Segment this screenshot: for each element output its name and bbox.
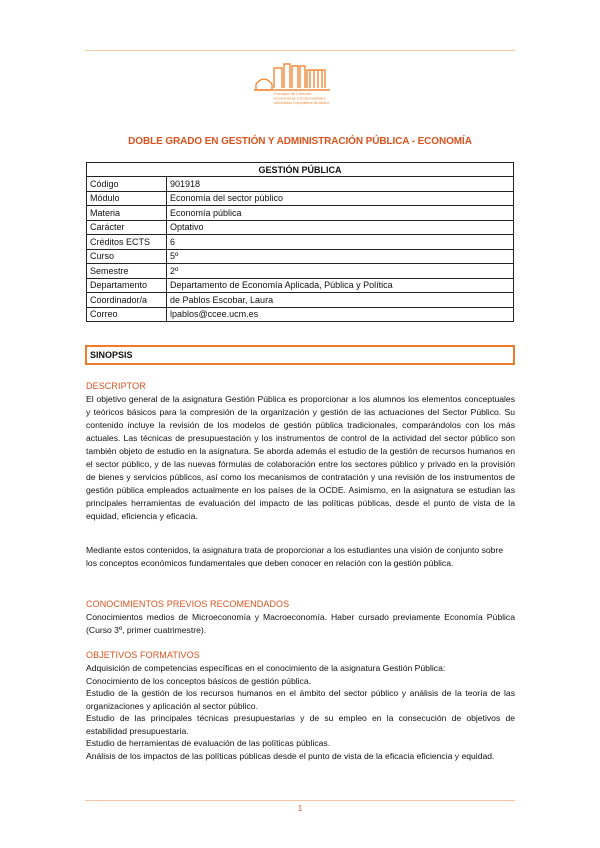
list-item: Estudio de herramientas de evaluación de las políticas públicas.	[86, 738, 331, 748]
objectives-list	[86, 662, 515, 762]
descriptor-paragraph-1: El objetivo general de la asignatura Gestión Pública es proporcionar a los alumnos los elementos conceptuales y teóricos básicos para la compresión de la organización y gestión de las actuaciones del Sector Público. Su contenido incluye la revisión de los modelos de gestión pública tradicionales, comparándolos con los más actuales. Las técnicas de presupuestación y los instrumentos de control de la actividad del sector público son también objeto de estudio en la asignatura. Se aborda además el estudio de la gestión de recursos humanos en el sector público, y de las nuevas fórmulas de colaboración entre los sectores público y privado en la provisión de bienes y servicios públicos, así como los mecanismos de contratación y una revisión de los instrumentos de gestión pública empleados actualmente en los países de la OCDE. Asimismo, en la asignatura se estudian las principales herramientas de evaluación del impacto de las políticas públicas, desde el punto de vista de la equidad, eficiencia y eficacia.	[86, 394, 515, 521]
table-row	[87, 206, 514, 221]
row-label: Curso	[87, 249, 167, 264]
logo-text-line3: Universidad Complutense de Madrid	[274, 101, 329, 105]
row-label: Código	[87, 177, 167, 192]
degree-title: DOBLE GRADO EN GESTIÓN Y ADMINISTRACIÓN PÚBLICA - ECONOMÍA	[128, 136, 472, 147]
row-label: Módulo	[87, 191, 167, 206]
logo-text-line1: Facultad de Ciencias	[274, 91, 312, 96]
row-value: Economía pública	[167, 206, 514, 221]
row-value: Departamento de Economía Aplicada, Pública y Política	[167, 278, 514, 293]
page-number: 1	[297, 804, 303, 813]
row-value: 5º	[167, 249, 514, 264]
descriptor-title: DESCRIPTOR	[86, 381, 146, 391]
footer-rule	[85, 800, 515, 801]
row-value: de Pablos Escobar, Laura	[167, 293, 514, 308]
table-row	[87, 177, 514, 192]
course-info-table	[86, 162, 514, 322]
row-value: 6	[167, 235, 514, 250]
row-label: Carácter	[87, 220, 167, 235]
row-label: Correo	[87, 307, 167, 322]
row-label: Departamento	[87, 278, 167, 293]
row-value: Economía del sector público	[167, 191, 514, 206]
table-row	[87, 220, 514, 235]
row-value: 901918	[167, 177, 514, 192]
descriptor-paragraph-2: Mediante estos contenidos, la asignatura trata de proporcionar a los estudiantes una visión de conjunto sobre los conceptos económicos fundamentales que deben conocer en relación con la gestión pública.	[86, 545, 504, 568]
email-value[interactable]: lpablos@ccee.ucm.es	[167, 307, 514, 322]
row-label: Materia	[87, 206, 167, 221]
list-item: Conocimiento de los conceptos básicos de gestión pública.	[86, 675, 312, 686]
list-item: Estudio de la gestión de los recursos humanos en el ámbito del sector público y análisis de la teoría de las organizaciones y aplicación al sector público.	[86, 688, 515, 711]
logo-text-line2: Económicas y Empresariales	[274, 95, 326, 101]
table-row	[87, 249, 514, 264]
table-row	[87, 235, 514, 250]
table-row	[87, 293, 514, 308]
row-label: Coordinador/a	[87, 293, 167, 308]
table-row	[87, 191, 514, 206]
list-item: Análisis de los impactos de las políticas públicas desde el punto de vista de la eficacia eficiencia y equidad.	[86, 750, 495, 761]
prev-knowledge-text: Conocimientos medios de Microeconomía y Macroeconomía. Haber cursado previamente Economía Pública (Curso 3º, primer cuatrimestre).	[86, 612, 515, 635]
list-item: Adquisición de competencias específicas en el conocimiento de la asignatura Gestión Pública:	[86, 663, 446, 673]
prev-knowledge-title: CONOCIMIENTOS PREVIOS RECOMENDADOS	[86, 599, 290, 609]
header-rule	[85, 50, 515, 51]
table-row	[87, 278, 514, 293]
table-row	[87, 307, 514, 322]
row-value: Optativo	[167, 220, 514, 235]
objectives-title: OBJETIVOS FORMATIVOS	[86, 650, 200, 660]
row-label: Créditos ECTS	[87, 235, 167, 250]
list-item: Estudio de las principales técnicas presupuestarias y de su empleo en la consecución de objetivos de estabilidad presupuestaria.	[86, 713, 515, 736]
row-label: Semestre	[87, 264, 167, 279]
table-row	[87, 264, 514, 279]
row-value: 2º	[167, 264, 514, 279]
course-title: GESTIÓN PÚBLICA	[87, 163, 514, 177]
sinopsis-heading: SINOPSIS	[85, 345, 515, 365]
faculty-building-icon	[252, 58, 352, 106]
faculty-logo	[252, 58, 352, 106]
